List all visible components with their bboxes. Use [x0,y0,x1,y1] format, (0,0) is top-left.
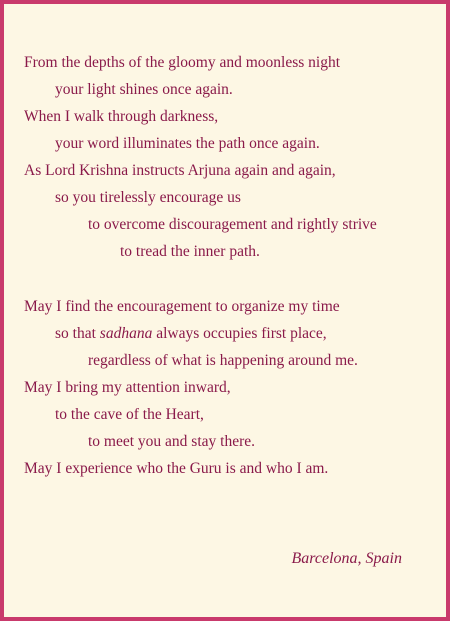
poem-text: always occupies first place, [152,325,327,342]
poem-line: When I walk through darkness, [24,108,219,125]
poem-line: to overcome discouragement and rightly strive [88,216,377,233]
poem-line: your light shines once again. [55,81,233,98]
poem-line: regardless of what is happening around me. [88,352,358,369]
poem-line: to the cave of the Heart, [55,406,204,423]
poem-line: so you tirelessly encourage us [55,189,241,206]
poem-line: to meet you and stay there. [88,433,256,450]
poem-line: From the depths of the gloomy and moonless night [24,54,341,71]
sadhana-term: sadhana [99,325,153,342]
poem-text: so that [55,325,100,342]
poem-body [24,49,436,482]
poem-line [24,320,436,347]
poem-line: May I experience who the Guru is and who I am. [24,460,329,477]
stanza-gap [24,265,436,293]
poem-line: May I bring my attention inward, [24,379,231,396]
poem-line: May I find the encouragement to organize my time [24,298,340,315]
poem-line: As Lord Krishna instructs Arjuna again and again, [24,162,336,179]
signature-location: Barcelona, Spain [291,550,402,567]
poem-line: to tread the inner path. [120,243,260,260]
poem-line: your word illuminates the path once again. [55,135,320,152]
